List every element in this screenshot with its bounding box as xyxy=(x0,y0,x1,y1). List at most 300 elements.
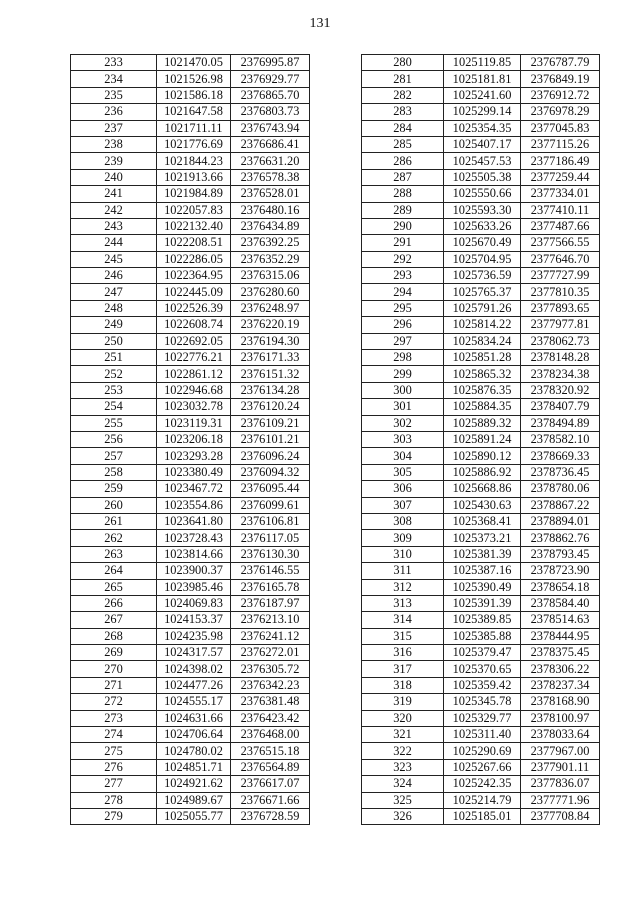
y-coordinate-cell: 2376120.24 xyxy=(231,399,310,415)
x-coordinate-cell: 1025214.79 xyxy=(444,792,521,808)
point-number-cell: 321 xyxy=(362,727,444,743)
point-number-cell: 276 xyxy=(71,759,157,775)
y-coordinate-cell: 2376220.19 xyxy=(231,317,310,333)
table-row xyxy=(71,202,310,218)
point-number-cell: 290 xyxy=(362,218,444,234)
x-coordinate-cell: 1025359.42 xyxy=(444,677,521,693)
x-coordinate-cell: 1022946.68 xyxy=(157,382,231,398)
table-row xyxy=(71,153,310,169)
y-coordinate-cell: 2376978.29 xyxy=(521,104,600,120)
table-row xyxy=(362,513,600,529)
table-row xyxy=(71,218,310,234)
x-coordinate-cell: 1021984.89 xyxy=(157,186,231,202)
table-row xyxy=(71,464,310,480)
point-number-cell: 326 xyxy=(362,808,444,824)
table-row xyxy=(362,579,600,595)
point-number-cell: 287 xyxy=(362,169,444,185)
y-coordinate-cell: 2376305.72 xyxy=(231,661,310,677)
table-row xyxy=(71,300,310,316)
y-coordinate-cell: 2378234.38 xyxy=(521,366,600,382)
point-number-cell: 251 xyxy=(71,350,157,366)
x-coordinate-cell: 1021711.11 xyxy=(157,120,231,136)
point-number-cell: 294 xyxy=(362,284,444,300)
point-number-cell: 263 xyxy=(71,546,157,562)
y-coordinate-cell: 2376686.41 xyxy=(231,136,310,152)
x-coordinate-cell: 1025593.30 xyxy=(444,202,521,218)
x-coordinate-cell: 1025181.81 xyxy=(444,71,521,87)
y-coordinate-cell: 2376743.94 xyxy=(231,120,310,136)
x-coordinate-cell: 1025633.26 xyxy=(444,218,521,234)
point-number-cell: 240 xyxy=(71,169,157,185)
x-coordinate-cell: 1025055.77 xyxy=(157,808,231,824)
y-coordinate-cell: 2378514.63 xyxy=(521,612,600,628)
y-coordinate-cell: 2376671.66 xyxy=(231,792,310,808)
y-coordinate-cell: 2376194.30 xyxy=(231,333,310,349)
point-number-cell: 243 xyxy=(71,218,157,234)
y-coordinate-cell: 2377967.00 xyxy=(521,743,600,759)
y-coordinate-cell: 2377977.81 xyxy=(521,317,600,333)
x-coordinate-cell: 1022526.39 xyxy=(157,300,231,316)
table-row xyxy=(71,317,310,333)
y-coordinate-cell: 2376187.97 xyxy=(231,595,310,611)
point-number-cell: 310 xyxy=(362,546,444,562)
y-coordinate-cell: 2376468.00 xyxy=(231,727,310,743)
y-coordinate-cell: 2376995.87 xyxy=(231,55,310,71)
x-coordinate-cell: 1022861.12 xyxy=(157,366,231,382)
point-number-cell: 255 xyxy=(71,415,157,431)
table-row xyxy=(362,202,600,218)
y-coordinate-cell: 2378062.73 xyxy=(521,333,600,349)
point-number-cell: 318 xyxy=(362,677,444,693)
table-row xyxy=(362,218,600,234)
y-coordinate-cell: 2376423.42 xyxy=(231,710,310,726)
y-coordinate-cell: 2377115.26 xyxy=(521,136,600,152)
y-coordinate-cell: 2376564.89 xyxy=(231,759,310,775)
x-coordinate-cell: 1023728.43 xyxy=(157,530,231,546)
x-coordinate-cell: 1021844.23 xyxy=(157,153,231,169)
x-coordinate-cell: 1025736.59 xyxy=(444,268,521,284)
point-number-cell: 284 xyxy=(362,120,444,136)
table-row xyxy=(362,694,600,710)
table-row xyxy=(71,612,310,628)
table-row xyxy=(362,628,600,644)
x-coordinate-cell: 1025407.17 xyxy=(444,136,521,152)
table-row xyxy=(362,612,600,628)
table-row xyxy=(71,235,310,251)
x-coordinate-cell: 1025791.26 xyxy=(444,300,521,316)
y-coordinate-cell: 2376803.73 xyxy=(231,104,310,120)
point-number-cell: 297 xyxy=(362,333,444,349)
point-number-cell: 270 xyxy=(71,661,157,677)
x-coordinate-cell: 1022208.51 xyxy=(157,235,231,251)
table-row xyxy=(71,251,310,267)
point-number-cell: 266 xyxy=(71,595,157,611)
table-row xyxy=(362,366,600,382)
y-coordinate-cell: 2378669.33 xyxy=(521,448,600,464)
point-number-cell: 292 xyxy=(362,251,444,267)
point-number-cell: 289 xyxy=(362,202,444,218)
x-coordinate-cell: 1024555.17 xyxy=(157,694,231,710)
point-number-cell: 236 xyxy=(71,104,157,120)
point-number-cell: 308 xyxy=(362,513,444,529)
x-coordinate-cell: 1022364.95 xyxy=(157,268,231,284)
point-number-cell: 237 xyxy=(71,120,157,136)
point-number-cell: 296 xyxy=(362,317,444,333)
x-coordinate-cell: 1025387.16 xyxy=(444,563,521,579)
x-coordinate-cell: 1025704.95 xyxy=(444,251,521,267)
point-number-cell: 271 xyxy=(71,677,157,693)
point-number-cell: 298 xyxy=(362,350,444,366)
x-coordinate-cell: 1025379.47 xyxy=(444,645,521,661)
x-coordinate-cell: 1025368.41 xyxy=(444,513,521,529)
table-row xyxy=(71,563,310,579)
y-coordinate-cell: 2377893.65 xyxy=(521,300,600,316)
x-coordinate-cell: 1024235.98 xyxy=(157,628,231,644)
y-coordinate-cell: 2376929.77 xyxy=(231,71,310,87)
point-number-cell: 244 xyxy=(71,235,157,251)
table-row xyxy=(71,497,310,513)
y-coordinate-cell: 2377045.83 xyxy=(521,120,600,136)
point-number-cell: 309 xyxy=(362,530,444,546)
x-coordinate-cell: 1025373.21 xyxy=(444,530,521,546)
x-coordinate-cell: 1024989.67 xyxy=(157,792,231,808)
x-coordinate-cell: 1023900.37 xyxy=(157,563,231,579)
y-coordinate-cell: 2376095.44 xyxy=(231,481,310,497)
y-coordinate-cell: 2377771.96 xyxy=(521,792,600,808)
table-row xyxy=(362,464,600,480)
y-coordinate-cell: 2378780.06 xyxy=(521,481,600,497)
x-coordinate-cell: 1025670.49 xyxy=(444,235,521,251)
x-coordinate-cell: 1025430.63 xyxy=(444,497,521,513)
table-row xyxy=(362,595,600,611)
point-number-cell: 241 xyxy=(71,186,157,202)
y-coordinate-cell: 2376434.89 xyxy=(231,218,310,234)
x-coordinate-cell: 1022132.40 xyxy=(157,218,231,234)
y-coordinate-cell: 2376528.01 xyxy=(231,186,310,202)
point-number-cell: 246 xyxy=(71,268,157,284)
point-number-cell: 282 xyxy=(362,87,444,103)
table-row xyxy=(362,120,600,136)
point-number-cell: 306 xyxy=(362,481,444,497)
point-number-cell: 254 xyxy=(71,399,157,415)
point-number-cell: 304 xyxy=(362,448,444,464)
y-coordinate-cell: 2378407.79 xyxy=(521,399,600,415)
point-number-cell: 311 xyxy=(362,563,444,579)
table-row xyxy=(362,284,600,300)
x-coordinate-cell: 1023985.46 xyxy=(157,579,231,595)
table-row xyxy=(71,55,310,71)
x-coordinate-cell: 1025381.39 xyxy=(444,546,521,562)
x-coordinate-cell: 1021647.58 xyxy=(157,104,231,120)
table-row xyxy=(362,808,600,824)
x-coordinate-cell: 1025886.92 xyxy=(444,464,521,480)
table-row xyxy=(362,71,600,87)
y-coordinate-cell: 2376171.33 xyxy=(231,350,310,366)
y-coordinate-cell: 2377836.07 xyxy=(521,776,600,792)
table-row xyxy=(71,415,310,431)
point-number-cell: 320 xyxy=(362,710,444,726)
point-number-cell: 268 xyxy=(71,628,157,644)
y-coordinate-cell: 2377487.66 xyxy=(521,218,600,234)
table-row xyxy=(362,677,600,693)
x-coordinate-cell: 1025457.53 xyxy=(444,153,521,169)
point-number-cell: 234 xyxy=(71,71,157,87)
point-number-cell: 257 xyxy=(71,448,157,464)
x-coordinate-cell: 1025290.69 xyxy=(444,743,521,759)
point-number-cell: 252 xyxy=(71,366,157,382)
y-coordinate-cell: 2376480.16 xyxy=(231,202,310,218)
y-coordinate-cell: 2378100.97 xyxy=(521,710,600,726)
table-row xyxy=(71,776,310,792)
y-coordinate-cell: 2376381.48 xyxy=(231,694,310,710)
x-coordinate-cell: 1022286.05 xyxy=(157,251,231,267)
x-coordinate-cell: 1025668.86 xyxy=(444,481,521,497)
y-coordinate-cell: 2376146.55 xyxy=(231,563,310,579)
x-coordinate-cell: 1023641.80 xyxy=(157,513,231,529)
point-number-cell: 313 xyxy=(362,595,444,611)
x-coordinate-cell: 1025391.39 xyxy=(444,595,521,611)
y-coordinate-cell: 2376315.06 xyxy=(231,268,310,284)
x-coordinate-cell: 1025834.24 xyxy=(444,333,521,349)
table-row xyxy=(71,399,310,415)
point-number-cell: 281 xyxy=(362,71,444,87)
table-row xyxy=(71,546,310,562)
table-row xyxy=(71,120,310,136)
table-row xyxy=(71,759,310,775)
table-row xyxy=(362,727,600,743)
x-coordinate-cell: 1025119.85 xyxy=(444,55,521,71)
x-coordinate-cell: 1024631.66 xyxy=(157,710,231,726)
point-number-cell: 256 xyxy=(71,431,157,447)
y-coordinate-cell: 2378582.10 xyxy=(521,431,600,447)
table-row xyxy=(362,710,600,726)
x-coordinate-cell: 1021776.69 xyxy=(157,136,231,152)
y-coordinate-cell: 2377334.01 xyxy=(521,186,600,202)
x-coordinate-cell: 1022608.74 xyxy=(157,317,231,333)
point-number-cell: 264 xyxy=(71,563,157,579)
point-number-cell: 288 xyxy=(362,186,444,202)
y-coordinate-cell: 2377810.35 xyxy=(521,284,600,300)
point-number-cell: 283 xyxy=(362,104,444,120)
point-number-cell: 305 xyxy=(362,464,444,480)
table-row xyxy=(362,546,600,562)
table-row xyxy=(71,186,310,202)
x-coordinate-cell: 1024780.02 xyxy=(157,743,231,759)
x-coordinate-cell: 1023032.78 xyxy=(157,399,231,415)
y-coordinate-cell: 2376117.05 xyxy=(231,530,310,546)
y-coordinate-cell: 2378894.01 xyxy=(521,513,600,529)
point-number-cell: 273 xyxy=(71,710,157,726)
coordinates-table-left xyxy=(70,54,310,825)
x-coordinate-cell: 1025876.35 xyxy=(444,382,521,398)
point-number-cell: 245 xyxy=(71,251,157,267)
y-coordinate-cell: 2376342.23 xyxy=(231,677,310,693)
y-coordinate-cell: 2376849.19 xyxy=(521,71,600,87)
x-coordinate-cell: 1025884.35 xyxy=(444,399,521,415)
point-number-cell: 302 xyxy=(362,415,444,431)
x-coordinate-cell: 1025185.01 xyxy=(444,808,521,824)
x-coordinate-cell: 1024921.62 xyxy=(157,776,231,792)
y-coordinate-cell: 2377186.49 xyxy=(521,153,600,169)
x-coordinate-cell: 1025889.32 xyxy=(444,415,521,431)
point-number-cell: 295 xyxy=(362,300,444,316)
table-row xyxy=(71,661,310,677)
point-number-cell: 314 xyxy=(362,612,444,628)
y-coordinate-cell: 2378444.95 xyxy=(521,628,600,644)
table-row xyxy=(362,186,600,202)
y-coordinate-cell: 2376352.29 xyxy=(231,251,310,267)
table-row xyxy=(362,87,600,103)
y-coordinate-cell: 2376134.28 xyxy=(231,382,310,398)
x-coordinate-cell: 1024706.64 xyxy=(157,727,231,743)
x-coordinate-cell: 1024153.37 xyxy=(157,612,231,628)
point-number-cell: 259 xyxy=(71,481,157,497)
y-coordinate-cell: 2376272.01 xyxy=(231,645,310,661)
y-coordinate-cell: 2376787.79 xyxy=(521,55,600,71)
x-coordinate-cell: 1022692.05 xyxy=(157,333,231,349)
table-row xyxy=(362,300,600,316)
y-coordinate-cell: 2376865.70 xyxy=(231,87,310,103)
x-coordinate-cell: 1023467.72 xyxy=(157,481,231,497)
y-coordinate-cell: 2376728.59 xyxy=(231,808,310,824)
x-coordinate-cell: 1025345.78 xyxy=(444,694,521,710)
y-coordinate-cell: 2376099.61 xyxy=(231,497,310,513)
table-row xyxy=(71,595,310,611)
point-number-cell: 250 xyxy=(71,333,157,349)
y-coordinate-cell: 2376213.10 xyxy=(231,612,310,628)
point-number-cell: 260 xyxy=(71,497,157,513)
point-number-cell: 293 xyxy=(362,268,444,284)
table-row xyxy=(71,71,310,87)
x-coordinate-cell: 1022445.09 xyxy=(157,284,231,300)
table-row xyxy=(362,645,600,661)
table-row xyxy=(71,710,310,726)
point-number-cell: 280 xyxy=(362,55,444,71)
table-row xyxy=(362,333,600,349)
y-coordinate-cell: 2377727.99 xyxy=(521,268,600,284)
table-row xyxy=(362,235,600,251)
table-row xyxy=(362,317,600,333)
x-coordinate-cell: 1023814.66 xyxy=(157,546,231,562)
y-coordinate-cell: 2376165.78 xyxy=(231,579,310,595)
point-number-cell: 238 xyxy=(71,136,157,152)
table-row xyxy=(71,743,310,759)
table-row xyxy=(71,268,310,284)
y-coordinate-cell: 2376106.81 xyxy=(231,513,310,529)
table-row xyxy=(71,366,310,382)
point-number-cell: 312 xyxy=(362,579,444,595)
table-row xyxy=(362,104,600,120)
table-row xyxy=(362,431,600,447)
table-row xyxy=(362,251,600,267)
x-coordinate-cell: 1023554.86 xyxy=(157,497,231,513)
point-number-cell: 272 xyxy=(71,694,157,710)
y-coordinate-cell: 2376101.21 xyxy=(231,431,310,447)
table-row xyxy=(362,382,600,398)
point-number-cell: 277 xyxy=(71,776,157,792)
y-coordinate-cell: 2377708.84 xyxy=(521,808,600,824)
y-coordinate-cell: 2376130.30 xyxy=(231,546,310,562)
x-coordinate-cell: 1025242.35 xyxy=(444,776,521,792)
y-coordinate-cell: 2378148.28 xyxy=(521,350,600,366)
x-coordinate-cell: 1023206.18 xyxy=(157,431,231,447)
y-coordinate-cell: 2378723.90 xyxy=(521,563,600,579)
y-coordinate-cell: 2377259.44 xyxy=(521,169,600,185)
table-row xyxy=(362,563,600,579)
point-number-cell: 242 xyxy=(71,202,157,218)
x-coordinate-cell: 1025891.24 xyxy=(444,431,521,447)
point-number-cell: 253 xyxy=(71,382,157,398)
point-number-cell: 301 xyxy=(362,399,444,415)
y-coordinate-cell: 2378168.90 xyxy=(521,694,600,710)
x-coordinate-cell: 1024317.57 xyxy=(157,645,231,661)
point-number-cell: 262 xyxy=(71,530,157,546)
table-row xyxy=(71,628,310,644)
point-number-cell: 249 xyxy=(71,317,157,333)
table-row xyxy=(71,87,310,103)
table-row xyxy=(362,497,600,513)
point-number-cell: 315 xyxy=(362,628,444,644)
table-row xyxy=(362,530,600,546)
point-number-cell: 267 xyxy=(71,612,157,628)
x-coordinate-cell: 1025550.66 xyxy=(444,186,521,202)
y-coordinate-cell: 2378862.76 xyxy=(521,530,600,546)
y-coordinate-cell: 2376392.25 xyxy=(231,235,310,251)
point-number-cell: 324 xyxy=(362,776,444,792)
y-coordinate-cell: 2376248.97 xyxy=(231,300,310,316)
table-row xyxy=(71,333,310,349)
table-row xyxy=(71,104,310,120)
table-body xyxy=(362,55,600,825)
x-coordinate-cell: 1021586.18 xyxy=(157,87,231,103)
table-row xyxy=(71,727,310,743)
point-number-cell: 233 xyxy=(71,55,157,71)
y-coordinate-cell: 2376096.24 xyxy=(231,448,310,464)
table-row xyxy=(362,268,600,284)
x-coordinate-cell: 1025505.38 xyxy=(444,169,521,185)
x-coordinate-cell: 1021470.05 xyxy=(157,55,231,71)
y-coordinate-cell: 2377410.11 xyxy=(521,202,600,218)
x-coordinate-cell: 1025370.65 xyxy=(444,661,521,677)
x-coordinate-cell: 1025329.77 xyxy=(444,710,521,726)
y-coordinate-cell: 2378584.40 xyxy=(521,595,600,611)
table-row xyxy=(362,136,600,152)
table-row xyxy=(71,136,310,152)
table-row xyxy=(71,169,310,185)
y-coordinate-cell: 2376151.32 xyxy=(231,366,310,382)
table-row xyxy=(71,350,310,366)
table-row xyxy=(362,759,600,775)
point-number-cell: 299 xyxy=(362,366,444,382)
y-coordinate-cell: 2377566.55 xyxy=(521,235,600,251)
y-coordinate-cell: 2378375.45 xyxy=(521,645,600,661)
y-coordinate-cell: 2378237.34 xyxy=(521,677,600,693)
point-number-cell: 278 xyxy=(71,792,157,808)
x-coordinate-cell: 1025865.32 xyxy=(444,366,521,382)
point-number-cell: 322 xyxy=(362,743,444,759)
x-coordinate-cell: 1024477.26 xyxy=(157,677,231,693)
y-coordinate-cell: 2376109.21 xyxy=(231,415,310,431)
page-number: 131 xyxy=(309,16,331,31)
point-number-cell: 247 xyxy=(71,284,157,300)
x-coordinate-cell: 1025814.22 xyxy=(444,317,521,333)
x-coordinate-cell: 1025765.37 xyxy=(444,284,521,300)
x-coordinate-cell: 1025389.85 xyxy=(444,612,521,628)
table-row xyxy=(71,513,310,529)
table-row xyxy=(362,399,600,415)
table-row xyxy=(362,743,600,759)
point-number-cell: 286 xyxy=(362,153,444,169)
